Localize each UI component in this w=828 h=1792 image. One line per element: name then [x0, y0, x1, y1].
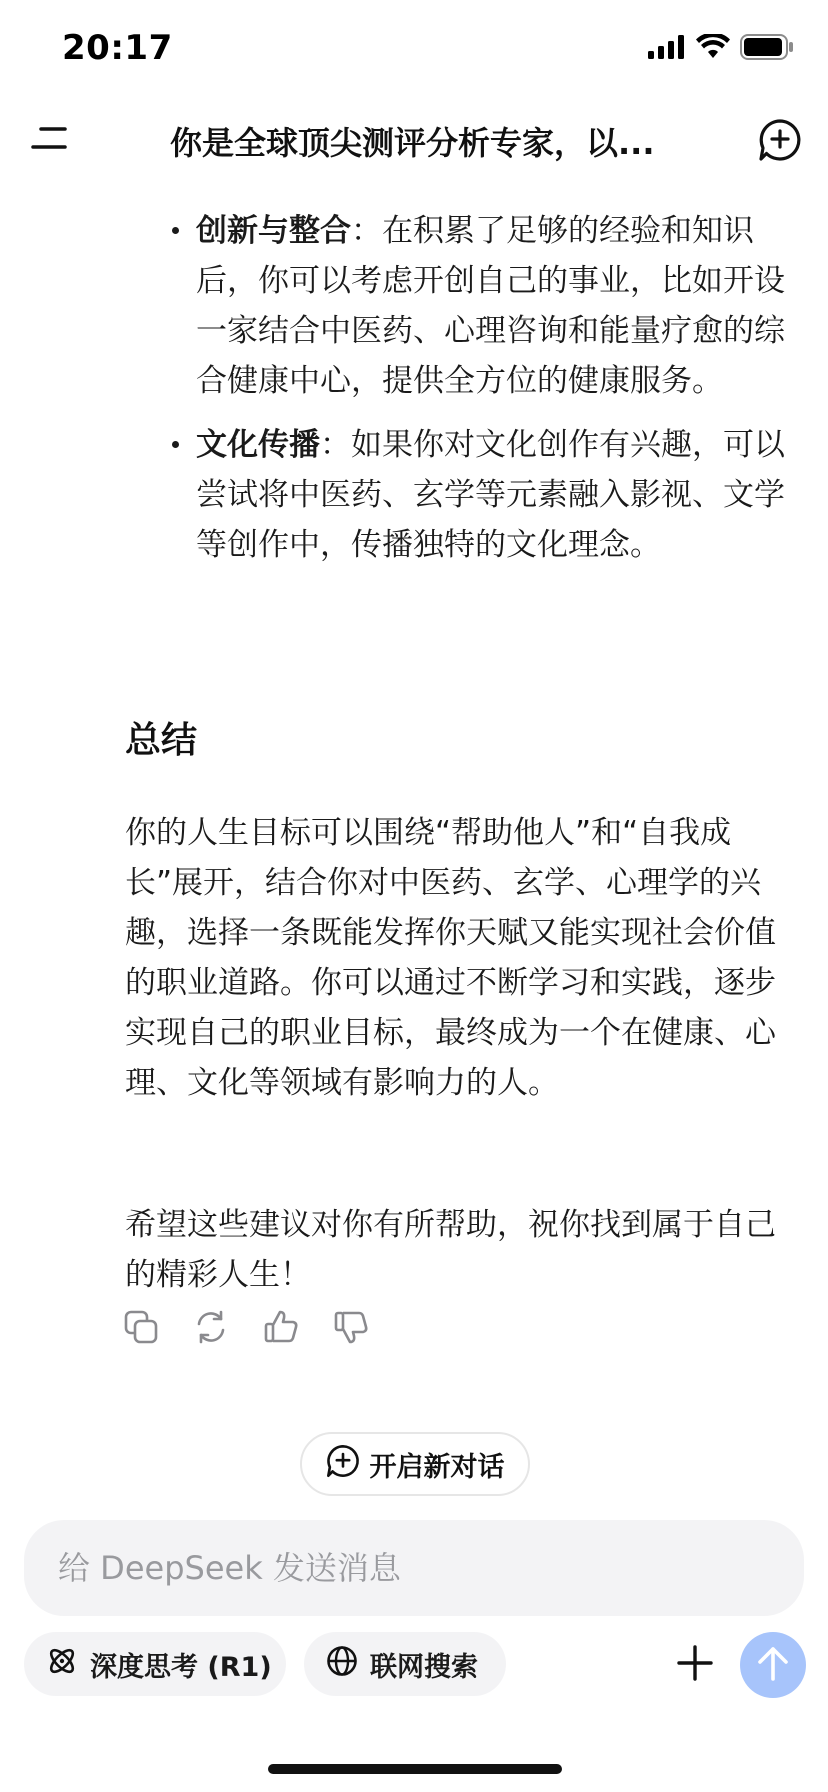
- bullet-title: 文化传播: [196, 427, 320, 463]
- battery-icon: [740, 34, 794, 64]
- chat-header: [0, 100, 828, 180]
- thumbs-down-icon: [333, 1309, 369, 1349]
- web-search-label: 联网搜索: [370, 1651, 478, 1683]
- thumbs-up-icon: [263, 1309, 299, 1349]
- closing-paragraph: 希望这些建议对你有所帮助，祝你找到属于自己的精彩人生！: [125, 1207, 776, 1293]
- summary-heading: 总结: [125, 720, 198, 761]
- cellular-signal-icon: [648, 35, 686, 63]
- composer-toolbar: [0, 1632, 828, 1702]
- status-icons: [648, 34, 794, 64]
- list-item: [160, 206, 790, 406]
- bullet-text: 在积累了足够的经验和知识后，你可以考虑开创自己的事业，比如开设一家结合中医药、心理咨询和能量疗愈的综合健康中心，提供全方位的健康服务。: [196, 213, 785, 399]
- status-time: 20:17: [62, 28, 173, 68]
- regenerate-button[interactable]: [192, 1310, 230, 1348]
- new-conversation-button[interactable]: [300, 1432, 530, 1496]
- summary-paragraph: 你的人生目标可以围绕“帮助他人”和“自我成长”展开，结合你对中医药、玄学、心理学的兴趣，选择一条既能发挥你天赋又能实现社会价值的职业道路。你可以通过不断学习和实践，逐步实现自己的职业目标，最终成为一个在健康、心理、文化等领域有影响力的人。: [125, 815, 776, 1101]
- new-conversation-label: 开启新对话: [369, 1451, 505, 1483]
- message-content: [0, 180, 828, 1520]
- plus-icon: [676, 1644, 714, 1686]
- send-button[interactable]: [740, 1632, 806, 1698]
- bullet-separator: ：: [320, 427, 351, 463]
- home-indicator: [268, 1764, 562, 1774]
- web-search-toggle[interactable]: [304, 1632, 506, 1696]
- message-input[interactable]: [56, 1548, 772, 1588]
- bullet-separator: ：: [351, 213, 382, 249]
- new-chat-icon: [758, 118, 802, 166]
- new-chat-button[interactable]: [752, 114, 808, 170]
- dislike-button[interactable]: [332, 1310, 370, 1348]
- copy-icon: [123, 1309, 159, 1349]
- like-button[interactable]: [262, 1310, 300, 1348]
- chat-title[interactable]: 你是全球顶尖测评分析专家，以...: [170, 124, 655, 162]
- new-chat-icon: [326, 1444, 360, 1485]
- atom-icon: [46, 1645, 78, 1684]
- arrow-up-icon: [756, 1644, 790, 1686]
- copy-button[interactable]: [122, 1310, 160, 1348]
- globe-icon: [326, 1645, 358, 1684]
- menu-button[interactable]: [26, 118, 72, 162]
- regenerate-icon: [193, 1309, 229, 1349]
- deep-think-label: 深度思考 (R1): [90, 1651, 272, 1683]
- bullet-dot: [172, 441, 179, 448]
- status-bar: [0, 0, 828, 100]
- sidebar-menu-icon: [31, 125, 67, 155]
- list-item: [160, 420, 790, 570]
- bullet-title: 创新与整合: [196, 213, 351, 249]
- message-input-container: [24, 1520, 804, 1616]
- attach-button[interactable]: [668, 1638, 722, 1692]
- scroll-cut-edge: [170, 180, 310, 186]
- wifi-icon: [696, 34, 730, 64]
- bullet-list: [160, 206, 790, 584]
- deep-think-toggle[interactable]: [24, 1632, 286, 1696]
- bullet-dot: [172, 227, 179, 234]
- message-actions: [122, 1310, 370, 1348]
- bullet-text: 如果你对文化创作有兴趣，可以尝试将中医药、玄学等元素融入影视、文学等创作中，传播独特的文化理念。: [196, 427, 785, 563]
